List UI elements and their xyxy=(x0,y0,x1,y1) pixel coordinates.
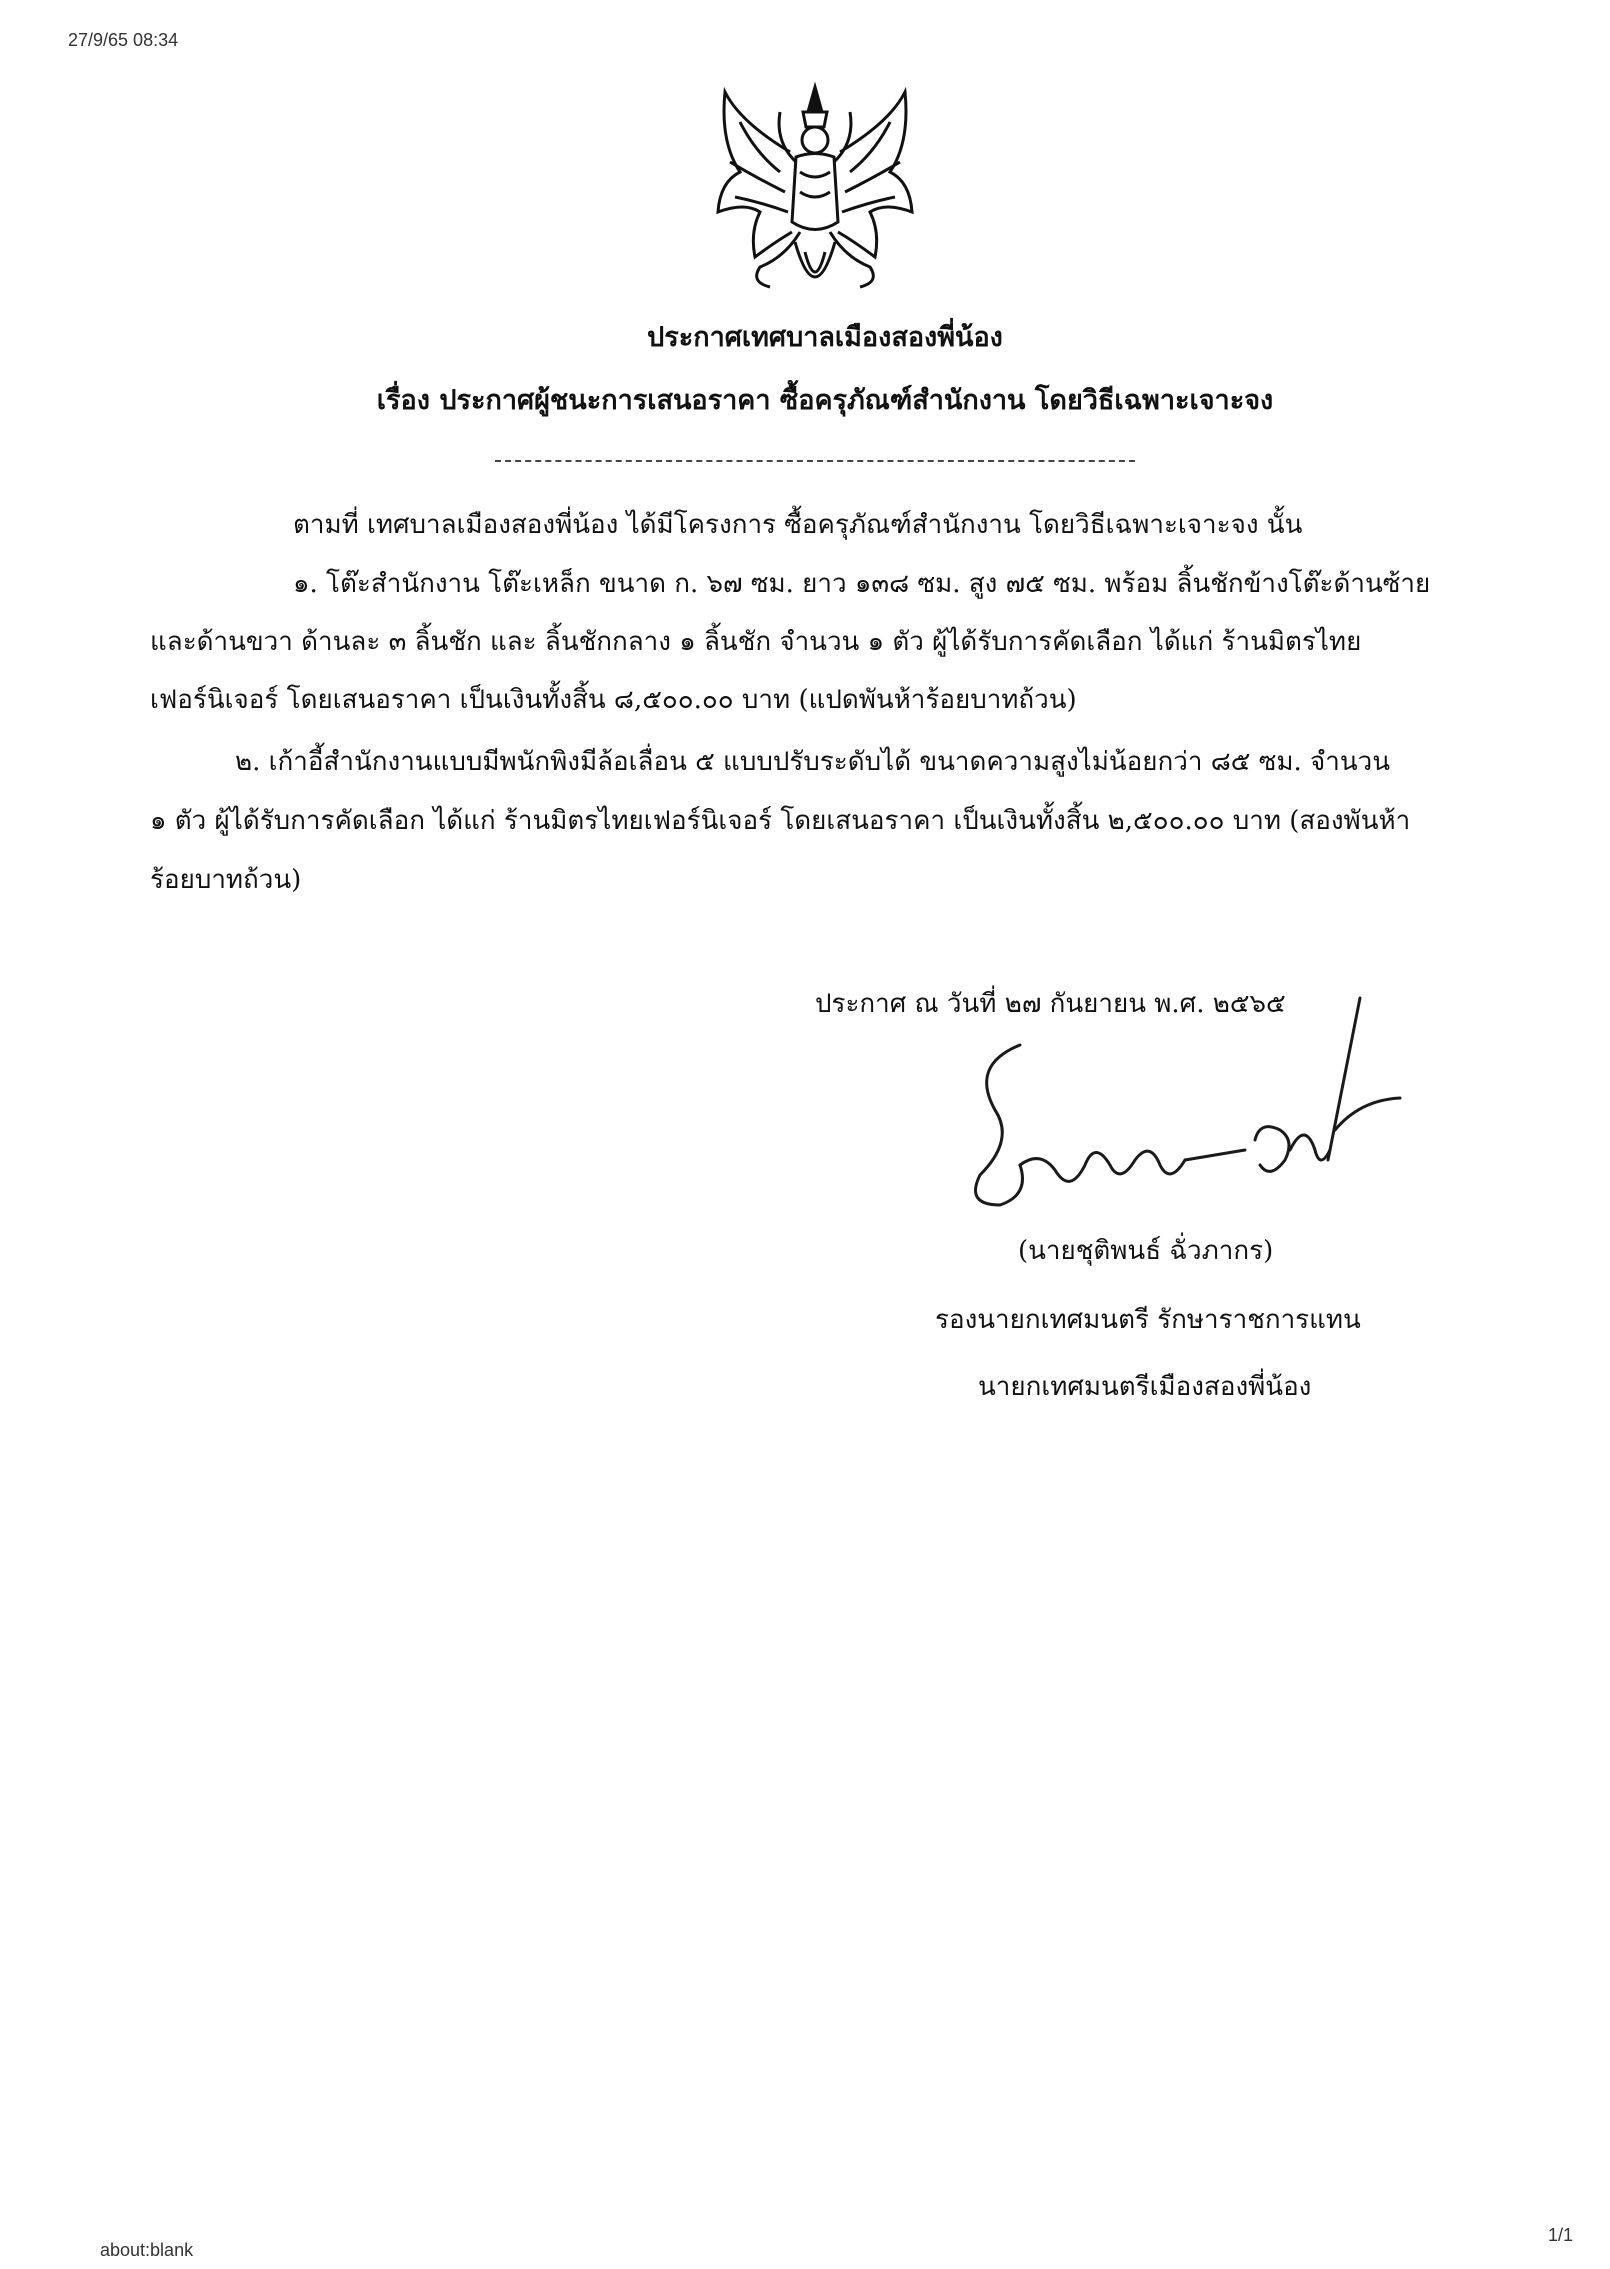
item2-line2: ๑ ตัว ผู้ได้รับการคัดเลือก ได้แก่ ร้านมิตรไทยเฟอร์นิเจอร์ โดยเสนอราคา เป็นเงินทั้งสิ้น ๒,๕๐๐.๐๐ บาท (สองพันห้า xyxy=(150,806,1411,836)
signer-name: (นายชุติพนธ์ ฉั่วภากร) xyxy=(1018,1236,1274,1266)
document-title: ประกาศเทศบาลเมืองสองพี่น้อง xyxy=(647,322,1003,353)
item1-line2: และด้านขวา ด้านละ ๓ ลิ้นชัก และ ลิ้นชักกลาง ๑ ลิ้นชัก จำนวน ๑ ตัว ผู้ได้รับการคัดเลือก ได้แก่ ร้านมิตรไทย xyxy=(150,627,1362,657)
title-divider xyxy=(495,460,1135,462)
signer-position-line1: รองนายกเทศมนตรี รักษาราชการแทน xyxy=(935,1305,1361,1335)
print-page-number: 1/1 xyxy=(1548,2225,1574,2245)
document-subject: เรื่อง ประกาศผู้ชนะการเสนอราคา ซื้อครุภัณฑ์สำนักงาน โดยวิธีเฉพาะเจาะจง xyxy=(376,385,1274,416)
item2-line3: ร้อยบาทถ้วน) xyxy=(150,865,302,895)
garuda-emblem-icon xyxy=(700,82,930,312)
signer-position-line2: นายกเทศมนตรีเมืองสองพี่น้อง xyxy=(978,1372,1312,1402)
print-url: about:blank xyxy=(100,2240,194,2260)
item1-line3: เฟอร์นิเจอร์ โดยเสนอราคา เป็นเงินทั้งสิ้น ๘,๕๐๐.๐๐ บาท (แปดพันห้าร้อยบาทถ้วน) xyxy=(150,685,1077,715)
announcement-date: ประกาศ ณ วันที่ ๒๗ กันยายน พ.ศ. ๒๕๖๕ xyxy=(815,989,1286,1019)
item1-line1: ๑. โต๊ะสำนักงาน โต๊ะเหล็ก ขนาด ก. ๖๗ ซม. ยาว ๑๓๘ ซม. สูง ๗๕ ซม. พร้อม ลิ้นชักข้างโต๊ะด้านซ้าย xyxy=(293,569,1431,599)
print-datetime: 27/9/65 08:34 xyxy=(68,30,179,50)
intro-paragraph: ตามที่ เทศบาลเมืองสองพี่น้อง ได้มีโครงการ ซื้อครุภัณฑ์สำนักงาน โดยวิธีเฉพาะเจาะจง นั้น xyxy=(293,510,1303,540)
item2-line1: ๒. เก้าอี้สำนักงานแบบมีพนักพิงมีล้อเลื่อน ๕ แบบปรับระดับได้ ขนาดความสูงไม่น้อยกว่า ๘๕ ซม. จำนวน xyxy=(235,747,1391,777)
handwritten-signature xyxy=(960,990,1430,1230)
